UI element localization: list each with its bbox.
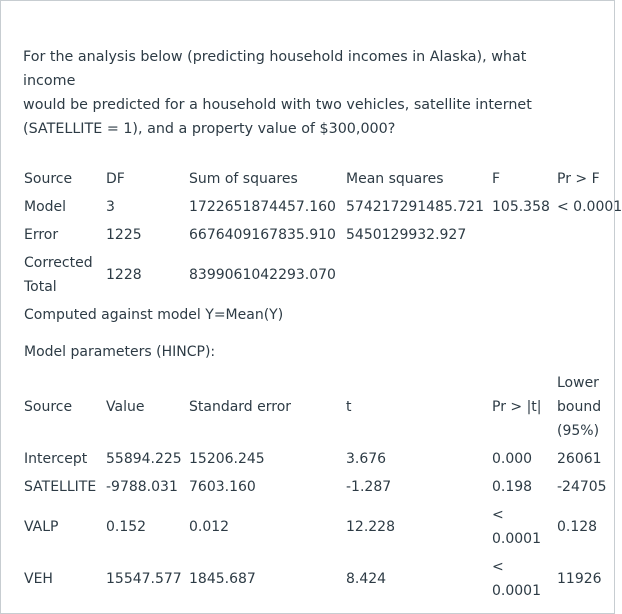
params-value: 55894.225 — [106, 451, 182, 467]
params-t: 12.228 — [346, 519, 395, 535]
params-t: -1.287 — [346, 479, 392, 495]
params-value: 15547.577 — [106, 571, 182, 587]
anova-header-pr: Pr > F — [557, 171, 600, 187]
params-source: SATELLITE — [24, 479, 97, 495]
params-pr-line-1: < — [492, 507, 504, 523]
anova-header-f: F — [492, 171, 501, 187]
anova-header-df: DF — [106, 171, 125, 187]
params-header-source: Source — [24, 399, 73, 415]
params-se: 1845.687 — [189, 571, 256, 587]
params-pr-line-2: 0.0001 — [492, 583, 541, 599]
anova-f: 105.358 — [492, 199, 550, 215]
params-pr-line-2: 0.0001 — [492, 531, 541, 547]
anova-df: 1228 — [106, 267, 142, 283]
anova-source-line-1: Corrected — [24, 255, 93, 271]
question-line-1: For the analysis below (predicting household incomes in Alaska), what income — [23, 49, 527, 89]
params-lower: 0.128 — [557, 519, 598, 535]
params-source: Intercept — [24, 451, 88, 467]
params-header-lower-2: bound — [557, 399, 602, 415]
question-text — [23, 45, 583, 141]
params-source: VALP — [24, 519, 59, 535]
question-line-2: would be predicted for a household with two vehicles, satellite internet — [23, 97, 532, 113]
anova-ms: 574217291485.721 — [346, 199, 485, 215]
params-header-se: Standard error — [189, 399, 292, 415]
anova-header-ss: Sum of squares — [189, 171, 298, 187]
anova-source: Error — [24, 227, 59, 243]
anova-df: 3 — [106, 199, 115, 215]
anova-source: Model — [24, 199, 67, 215]
params-pr: 0.000 — [492, 451, 533, 467]
params-t: 3.676 — [346, 451, 387, 467]
params-source: VEH — [24, 571, 53, 587]
anova-ss: 8399061042293.070 — [189, 267, 336, 283]
params-se: 15206.245 — [189, 451, 265, 467]
anova-header-source: Source — [24, 171, 73, 187]
params-value: -9788.031 — [106, 479, 178, 495]
params-header-lower-1: Lower — [557, 375, 599, 391]
params-pr-line-1: < — [492, 559, 504, 575]
anova-source-line-2: Total — [24, 279, 57, 295]
params-title: Model parameters (HINCP): — [24, 344, 216, 360]
params-lower: 26061 — [557, 451, 602, 467]
params-header-value: Value — [106, 399, 145, 415]
model-note: Computed against model Y=Mean(Y) — [24, 307, 284, 323]
anova-df: 1225 — [106, 227, 142, 243]
params-header-t: t — [346, 399, 352, 415]
params-t: 8.424 — [346, 571, 387, 587]
params-header-lower-3: (95%) — [557, 423, 600, 439]
anova-ss: 1722651874457.160 — [189, 199, 336, 215]
anova-pr: < 0.0001 — [557, 199, 622, 215]
params-pr: 0.198 — [492, 479, 533, 495]
params-value: 0.152 — [106, 519, 147, 535]
anova-ms: 5450129932.927 — [346, 227, 467, 243]
params-lower: -24705 — [557, 479, 607, 495]
anova-header-ms: Mean squares — [346, 171, 444, 187]
params-header-pr: Pr > |t| — [492, 399, 542, 415]
params-se: 7603.160 — [189, 479, 256, 495]
params-se: 0.012 — [189, 519, 230, 535]
question-line-3: (SATELLITE = 1), and a property value of $300,000? — [23, 121, 396, 137]
params-lower: 11926 — [557, 571, 602, 587]
anova-ss: 6676409167835.910 — [189, 227, 336, 243]
